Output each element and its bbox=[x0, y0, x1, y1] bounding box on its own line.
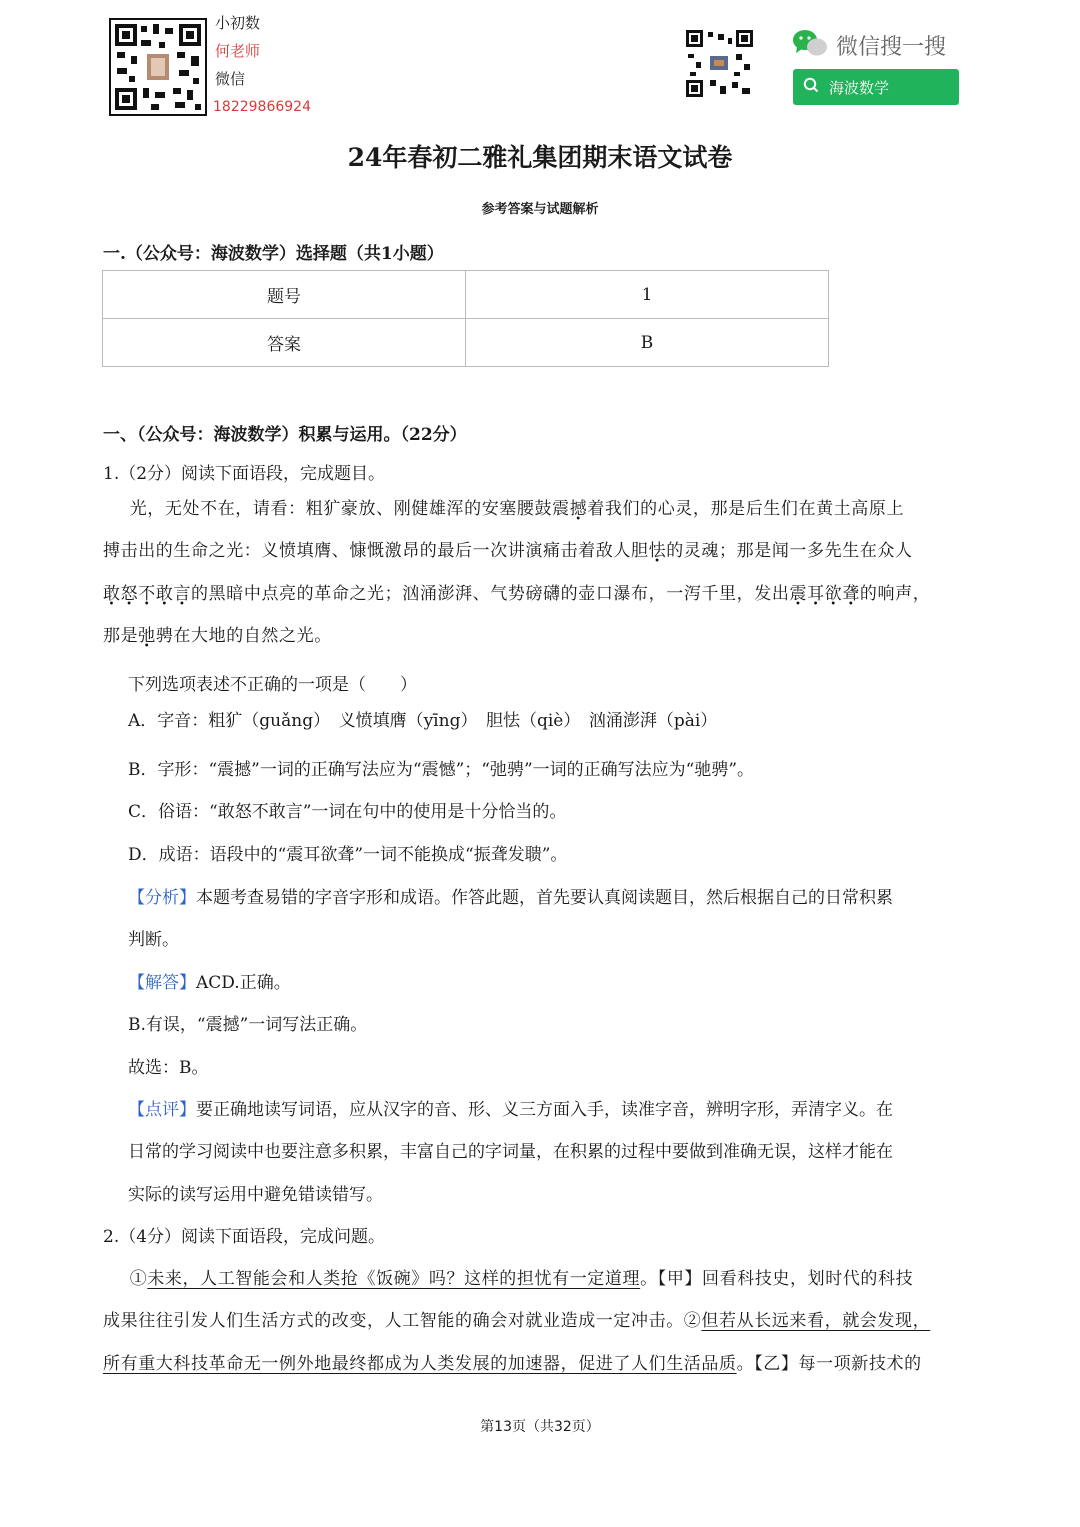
q1-passage-line: 那是弛骋在大地的自然之光。 bbox=[103, 626, 332, 646]
table-cell: 题号 bbox=[103, 271, 466, 319]
q2-passage-line: 所有重大科技革命无一例外地最终都成为人类发展的加速器，促进了人们生活品质。【乙】每一项新技术的 bbox=[103, 1354, 922, 1374]
contact-line-3: 微信 bbox=[215, 70, 246, 88]
answer-tag: 【解答】 bbox=[128, 973, 196, 993]
table-row bbox=[103, 271, 829, 319]
table-row bbox=[103, 319, 829, 367]
comment-text: 要正确地读写词语，应从汉字的音、形、义三方面入手，读准字音，辨明字形，弄清字义。在 bbox=[196, 1100, 893, 1120]
comment-tag: 【点评】 bbox=[128, 1100, 196, 1120]
q1-option-a: A．字音：粗犷（guǎng） 义愤填膺（yīng） 胆怯（qiè） 汹涌澎湃（pài） bbox=[128, 711, 718, 731]
q1-comment-line: 日常的学习阅读中也要注意多积累，丰富自己的字词量，在积累的过程中要做到准确无误，这样才能在 bbox=[128, 1142, 893, 1162]
search-button-label: 海波数学 bbox=[829, 78, 890, 97]
q1-option-b: B．字形：“震撼”一词的正确写法应为“震憾”；“弛骋”一词的正确写法应为“驰骋”。 bbox=[128, 760, 755, 780]
page-subtitle: 参考答案与试题解析 bbox=[481, 202, 599, 217]
analysis-text: 本题考查易错的字音字形和成语。作答此题，首先要认真阅读题目，然后根据自己的日常积累 bbox=[196, 888, 893, 908]
table-cell: 1 bbox=[466, 271, 829, 319]
q1-answer bbox=[128, 973, 291, 993]
wechat-logo-icon bbox=[792, 28, 828, 58]
page-footer: 第13页（共32页） bbox=[480, 1419, 600, 1435]
page-title: 24年春初二雅礼集团期末语文试卷 bbox=[347, 143, 733, 172]
table-cell: B bbox=[466, 319, 829, 367]
q1-passage-line: 光，无处不在，请看：粗犷豪放、刚健雄浑的安塞腰鼓震撼着我们的心灵，那是后生们在黄土高原上 bbox=[103, 499, 905, 519]
q1-answer-line: 故选：B。 bbox=[128, 1058, 209, 1078]
table-cell: 答案 bbox=[103, 319, 466, 367]
q1-passage-line: 搏击出的生命之光：义愤填膺、慷慨激昂的最后一次讲演痛击着敌人胆怯的灵魂；那是闻一多先生在众人 bbox=[103, 541, 913, 561]
q1-analysis bbox=[128, 888, 893, 908]
search-button[interactable] bbox=[793, 69, 959, 105]
wechat-search-title: 微信搜一搜 bbox=[836, 35, 947, 60]
question-1-stem: 1.（2分）阅读下面语段，完成题目。 bbox=[103, 464, 386, 484]
q1-comment-line: 实际的读写运用中避免错读错写。 bbox=[128, 1185, 383, 1205]
qr-code-contact bbox=[109, 18, 207, 116]
qr-code-wechat bbox=[686, 30, 753, 97]
q1-comment bbox=[128, 1100, 893, 1120]
section-heading-accumulation: 一、（公众号：海波数学）积累与运用。（22分） bbox=[103, 425, 467, 445]
q1-passage-line: 敢怒不敢言的黑暗中点亮的革命之光；汹涌澎湃、气势磅礴的壶口瀑布，一泻千里，发出震耳欲聋的响声， bbox=[103, 584, 931, 604]
contact-line-2: 何老师 bbox=[215, 42, 261, 60]
answer-table bbox=[102, 270, 829, 367]
answer-text: ACD.正确。 bbox=[196, 973, 291, 993]
section-heading-choice: 一.（公众号：海波数学）选择题（共1小题） bbox=[103, 244, 444, 264]
q1-option-d: D．成语：语段中的“震耳欲聋”一词不能换成“振聋发聩”。 bbox=[128, 845, 568, 865]
analysis-tag: 【分析】 bbox=[128, 888, 196, 908]
q1-analysis-cont: 判断。 bbox=[128, 930, 179, 950]
question-2-stem: 2.（4分）阅读下面语段，完成问题。 bbox=[103, 1227, 386, 1247]
q1-answer-line: B.有误，“震撼”一词写法正确。 bbox=[128, 1015, 368, 1035]
q1-option-c: C．俗语：“敢怒不敢言”一词在句中的使用是十分恰当的。 bbox=[128, 802, 567, 822]
search-icon bbox=[803, 77, 825, 97]
contact-phone: 18229866924 bbox=[213, 99, 311, 115]
q1-prompt: 下列选项表述不正确的一项是（ ） bbox=[128, 675, 417, 695]
q2-passage-line: ①未来，人工智能会和人类抢《饭碗》吗？这样的担忧有一定道理。【甲】回看科技史，划时代的科技 bbox=[103, 1269, 914, 1289]
contact-line-1: 小初数 bbox=[215, 14, 261, 32]
q2-passage-line: 成果往往引发人们生活方式的改变，人工智能的确会对就业造成一定冲击。②但若从长远来看，就会发现， bbox=[103, 1311, 931, 1331]
